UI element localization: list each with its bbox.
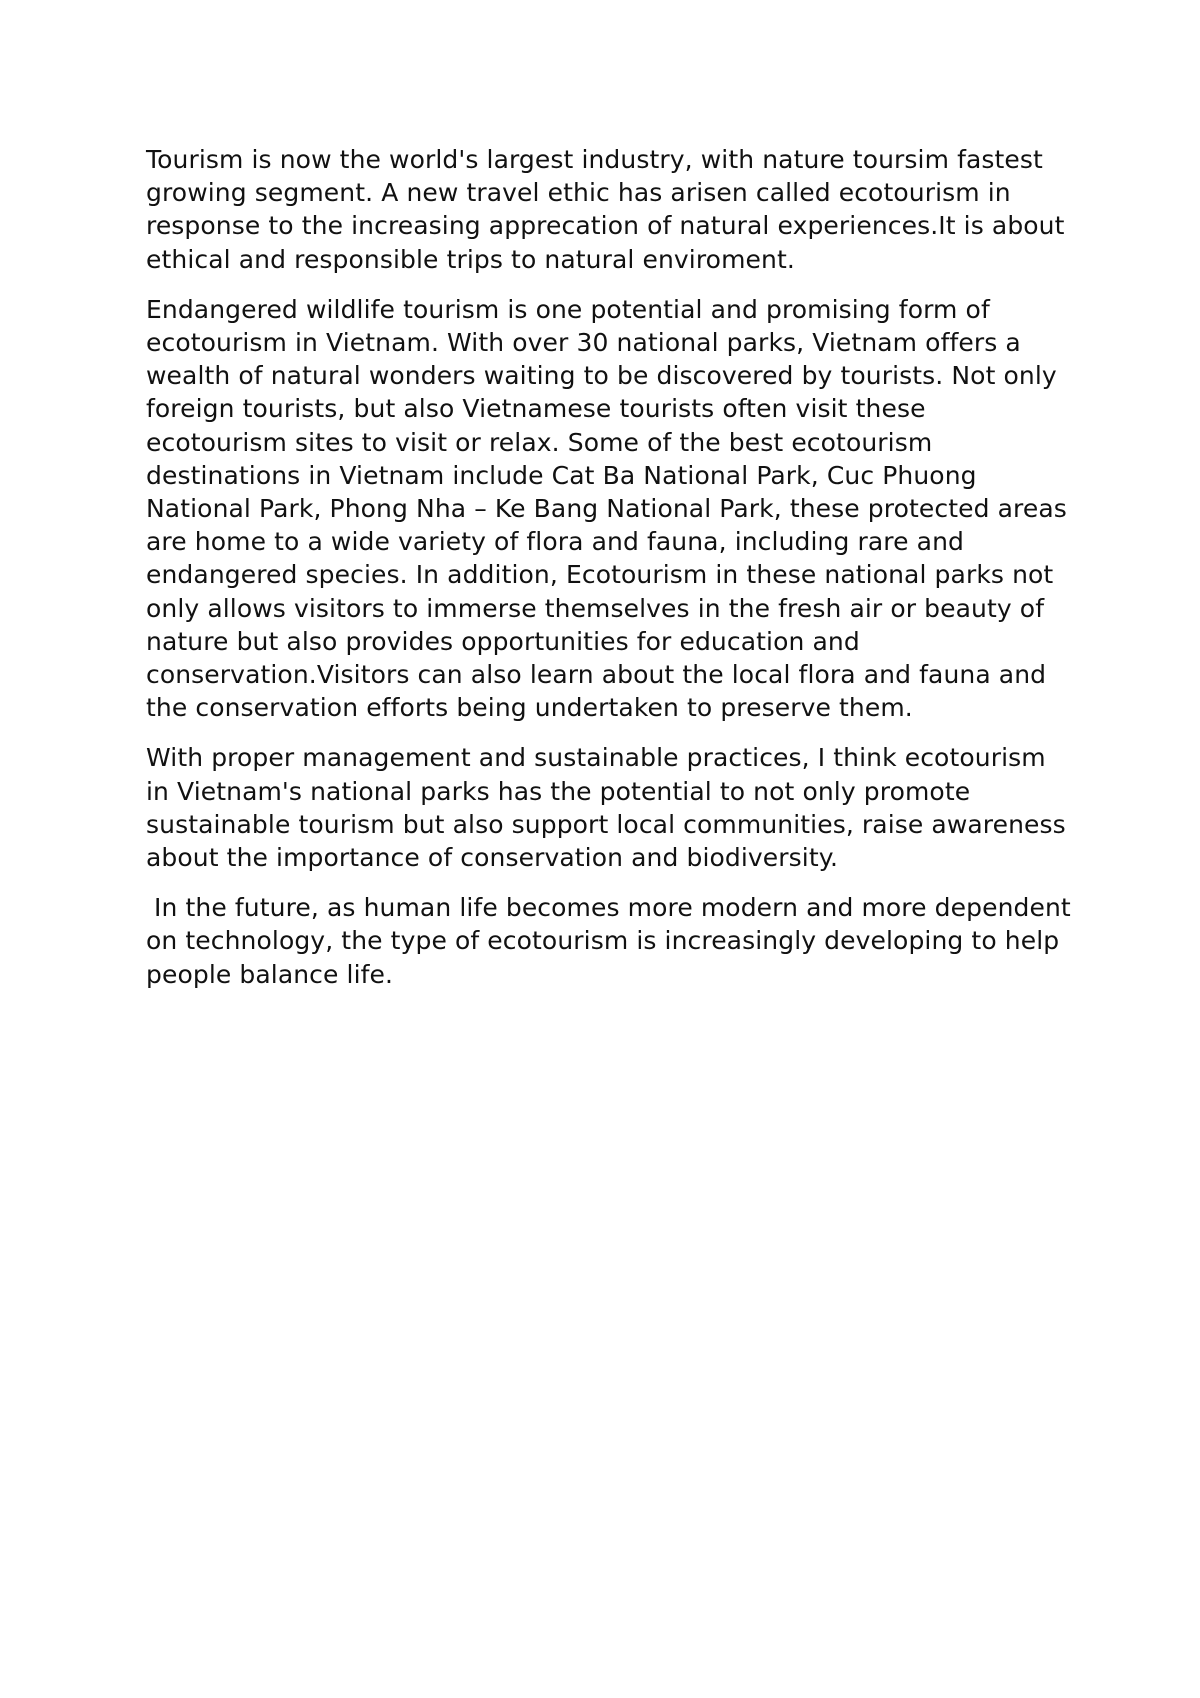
paragraph-management: With proper management and sustainable practices, I think ecotourism in Vietnam's national parks has the potential to not only promote sustainable tourism but also support local communities, raise awareness about the importance of conservation and biodiversity.: [146, 743, 1074, 873]
paragraph-wildlife-tourism: Endangered wildlife tourism is one potential and promising form of ecotourism in Vietnam. With over 30 national parks, Vietnam offers a wealth of natural wonders waiting to be discovered by tourists. Not only foreign tourists, but also Vietnamese tourists often visit these ecotourism sites to visit or relax. Some of the best ecotourism destinations in Vietnam include Cat Ba National Park, Cuc Phuong National Park, Phong Nha – Ke Bang National Park, these protected areas are home to a wide variety of flora and fauna, including rare and endangered species. In addition, Ecotourism in these national parks not only allows visitors to immerse themselves in the fresh air or beauty of nature but also provides opportunities for education and conservation.Visitors can also learn about the local flora and fauna and the conservation efforts being undertaken to preserve them.: [146, 294, 1075, 723]
document-body: [146, 143, 1079, 1008]
paragraph-future: In the future, as human life becomes more modern and more dependent on technology, the type of ecotourism is increasingly developing to help people balance life.: [146, 893, 1079, 989]
paragraph-intro: Tourism is now the world's largest industry, with nature toursim fastest growing segment. A new travel ethic has arisen called ecotourism in response to the increasing apprecation of natural experiences.It is about ethical and responsible trips to natural enviroment.: [146, 145, 1073, 274]
